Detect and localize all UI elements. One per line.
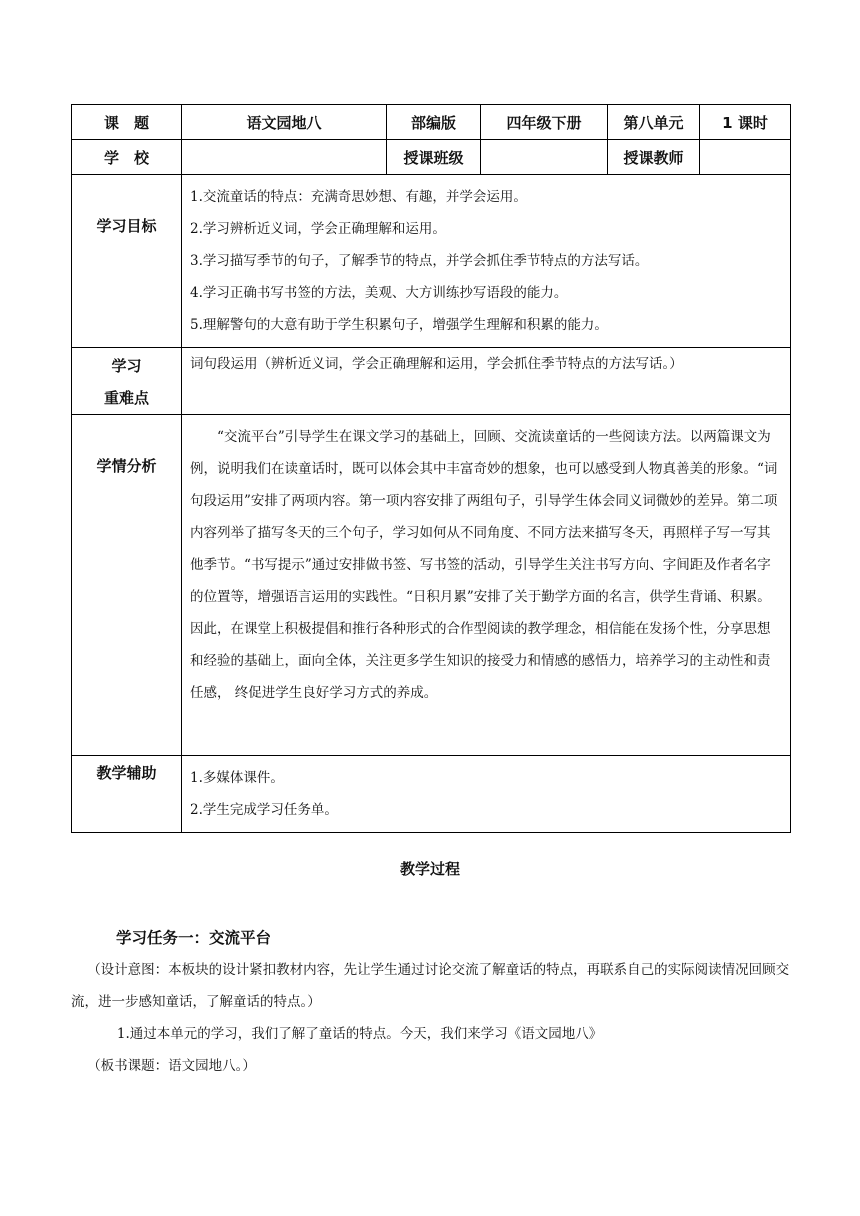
school-label: 学 校 bbox=[72, 140, 182, 175]
key-points-text: 词句段运用（辨析近义词，学会正确理解和运用，学会抓住季节特点的方法写话。） bbox=[190, 356, 683, 372]
teacher-value bbox=[700, 140, 791, 175]
task1-title: 学习任务一：交流平台 bbox=[116, 929, 272, 947]
analysis-text: “交流平台”引导学生在课文学习的基础上，回顾、交流读童话的一些阅读方法。以两篇课文为例，说明我们在读童话时，既可以体会其中丰富奇妙的想象，也可以感受到人物真善美的形象。“词句段运用”安排了两项内容。第一项内容安排了两组句子，引导学生体会同义词微妙的差异。第二项内容列举了描写冬天的三个句子，学习如何从不同角度、不同方法来描写冬天，再照样子写一写其他季节。“书写提示”通过安排做书签、写书签的活动，引导学生关注书写方向、字间距及作者名字的位置等，增强语言运用的实践性。“日积月累”安排了关于勤学方面的名言，供学生背诵、积累。因此，在课堂上积极提倡和推行各种形式的合作型阅读的教学理念，相信能在发扬个性，分享思想和经验的基础上，面向全体，关注更多学生知识的接受力和情感的感悟力，培养学习的主动性和责任感， 终促进学生良好学习方式的养成。 bbox=[190, 429, 778, 701]
topic-value: 语文园地八 bbox=[182, 105, 387, 140]
step1-paragraph: 1.通过本单元的学习，我们了解了童话的特点。今天，我们来学习《语文园地八》 bbox=[116, 1026, 603, 1042]
class-value bbox=[481, 140, 608, 175]
grade-value: 四年级下册 bbox=[481, 105, 608, 140]
objectives-label: 学习目标 bbox=[72, 175, 182, 348]
unit-value: 第八单元 bbox=[608, 105, 700, 140]
analysis-label: 学情分析 bbox=[72, 415, 182, 756]
table-row-analysis bbox=[72, 415, 791, 756]
process-title: 教学过程 bbox=[399, 860, 460, 878]
objective-item: 3.学习描写季节的句子，了解季节的特点，并学会抓住季节特点的方法写话。 bbox=[190, 253, 649, 269]
objective-item: 2.学习辨析近义词，学会正确理解和运用。 bbox=[190, 221, 446, 237]
aid-item: 2.学生完成学习任务单。 bbox=[190, 802, 338, 818]
table-row-key-points bbox=[72, 348, 791, 415]
analysis-content bbox=[182, 415, 791, 756]
class-label: 授课班级 bbox=[387, 140, 481, 175]
key-points-content bbox=[182, 348, 791, 415]
edition-value: 部编版 bbox=[387, 105, 481, 140]
aid-item: 1.多媒体课件。 bbox=[190, 770, 284, 786]
aids-content bbox=[182, 756, 791, 833]
school-value bbox=[182, 140, 387, 175]
objective-item: 4.学习正确书写书签的方法，美观、大方训练抄写语段的能力。 bbox=[190, 285, 568, 301]
lesson-plan-table bbox=[71, 104, 791, 833]
table-row-objectives bbox=[72, 175, 791, 348]
teacher-label: 授课教师 bbox=[608, 140, 700, 175]
objectives-content bbox=[182, 175, 791, 348]
topic-label: 课 题 bbox=[72, 105, 182, 140]
objective-item: 5.理解警句的大意有助于学生积累句子，增强学生理解和积累的能力。 bbox=[190, 317, 608, 333]
key-points-label-line1: 学习 bbox=[111, 357, 142, 375]
hours-value: 1 课时 bbox=[700, 105, 791, 140]
aids-label: 教学辅助 bbox=[72, 756, 182, 833]
key-points-label bbox=[72, 348, 182, 415]
process-body bbox=[71, 954, 791, 1082]
table-row-school bbox=[72, 140, 791, 175]
table-row-aids bbox=[72, 756, 791, 833]
design-intent-paragraph: （设计意图：本板块的设计紧扣教材内容，先让学生通过讨论交流了解童话的特点，再联系自己的实际阅读情况回顾交流，进一步感知童话，了解童话的特点。） bbox=[71, 962, 790, 1010]
key-points-label-line2: 重难点 bbox=[103, 389, 149, 407]
objective-item: 1.交流童话的特点：充满奇思妙想、有趣，并学会运用。 bbox=[190, 189, 527, 205]
board-note-paragraph: （板书课题：语文园地八。） bbox=[87, 1058, 256, 1074]
table-row-topic bbox=[72, 105, 791, 140]
